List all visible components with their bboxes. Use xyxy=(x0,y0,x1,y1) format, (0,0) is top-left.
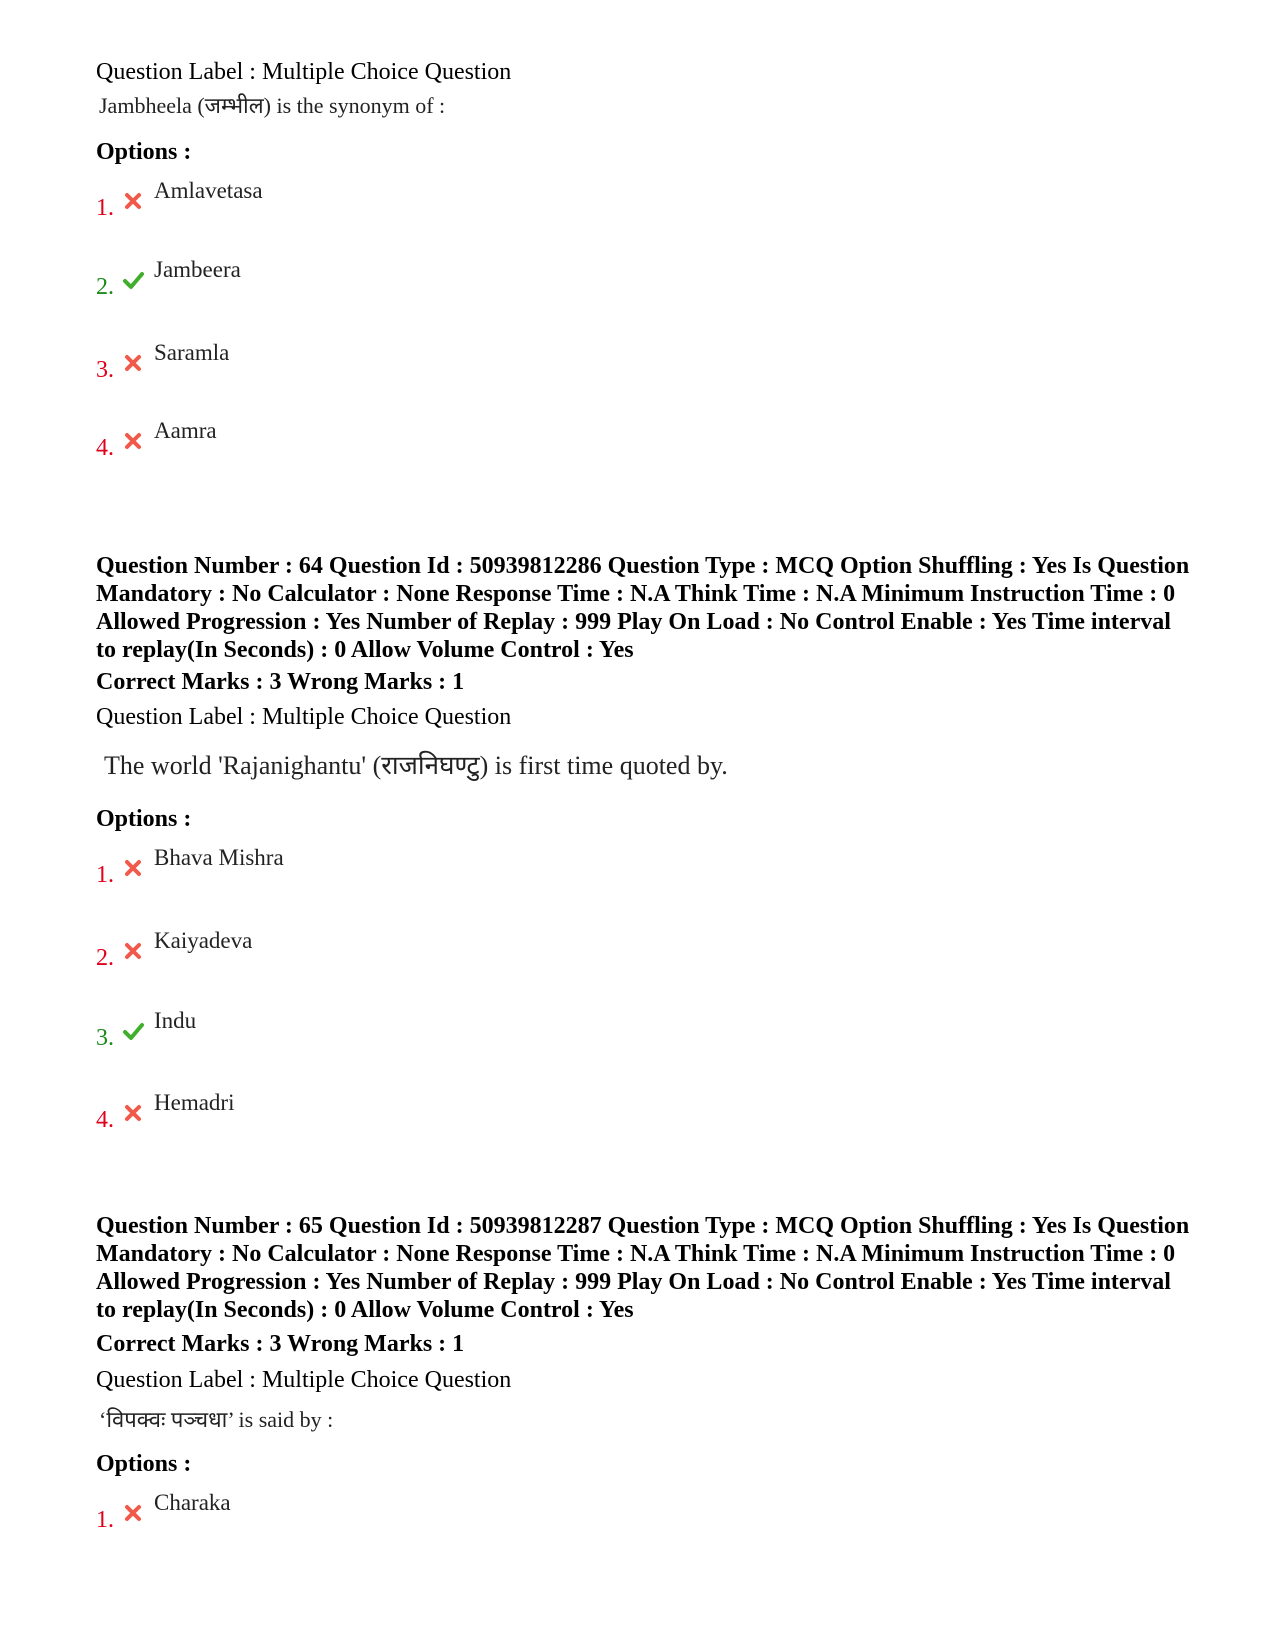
question-marks: Correct Marks : 3 Wrong Marks : 1 xyxy=(96,1331,465,1357)
option-text: Hemadri xyxy=(154,1090,235,1115)
option-number: 1. xyxy=(96,862,114,888)
option-number: 4. xyxy=(96,435,114,461)
option-4 xyxy=(96,1090,696,1133)
cross-icon xyxy=(122,1502,144,1524)
option-1 xyxy=(96,1490,696,1533)
option-1 xyxy=(96,178,696,221)
question-label: Question Label : Multiple Choice Question xyxy=(96,1367,512,1393)
question-label: Question Label : Multiple Choice Question xyxy=(96,704,512,730)
option-1 xyxy=(96,845,696,888)
question-text: The world 'Rajanighantu' (राजनिघण्टु) is first time quoted by. xyxy=(104,751,728,780)
option-3 xyxy=(96,1008,696,1051)
cross-icon xyxy=(122,190,144,212)
cross-icon xyxy=(122,857,144,879)
option-number: 2. xyxy=(96,945,114,971)
option-number: 4. xyxy=(96,1107,114,1133)
question-text: ‘विपक्वः पञ्चधा’ is said by : xyxy=(99,1407,334,1432)
option-text: Jambeera xyxy=(154,257,241,282)
cross-icon xyxy=(122,430,144,452)
options-heading: Options : xyxy=(96,139,192,165)
option-number: 1. xyxy=(96,1507,114,1533)
option-2 xyxy=(96,928,696,971)
options-heading: Options : xyxy=(96,1451,192,1477)
option-number: 3. xyxy=(96,357,114,383)
check-icon xyxy=(122,1020,144,1042)
question-text: Jambheela (जम्भील) is the synonym of : xyxy=(99,93,446,118)
option-text: Kaiyadeva xyxy=(154,928,253,953)
option-text: Amlavetasa xyxy=(154,178,263,203)
option-number: 3. xyxy=(96,1025,114,1051)
question-label: Question Label : Multiple Choice Question xyxy=(96,59,512,85)
question-meta: Question Number : 65 Question Id : 50939812287 Question Type : MCQ Option Shuffling : Yes Is Question Mandatory : No Calculator : None Response Time : N.A Think Time : N.A Minimum Instruction Time : 0 Allowed Progression : Yes Number of Replay : 999 Play On Load : No Control Enable : Yes Time interval to replay(In Seconds) : 0 Allow Volume Control : Yes xyxy=(96,1213,1190,1323)
option-text: Bhava Mishra xyxy=(154,845,284,870)
option-number: 1. xyxy=(96,195,114,221)
check-icon xyxy=(122,269,144,291)
option-3 xyxy=(96,340,696,383)
option-text: Charaka xyxy=(154,1490,231,1515)
option-text: Aamra xyxy=(154,418,217,443)
question-meta: Question Number : 64 Question Id : 50939812286 Question Type : MCQ Option Shuffling : Yes Is Question Mandatory : No Calculator : None Response Time : N.A Think Time : N.A Minimum Instruction Time : 0 Allowed Progression : Yes Number of Replay : 999 Play On Load : No Control Enable : Yes Time interval to replay(In Seconds) : 0 Allow Volume Control : Yes xyxy=(96,553,1190,663)
option-number: 2. xyxy=(96,274,114,300)
question-marks: Correct Marks : 3 Wrong Marks : 1 xyxy=(96,669,465,695)
options-heading: Options : xyxy=(96,806,192,832)
option-text: Saramla xyxy=(154,340,230,365)
cross-icon xyxy=(122,352,144,374)
option-4 xyxy=(96,418,696,461)
option-text: Indu xyxy=(154,1008,197,1033)
cross-icon xyxy=(122,940,144,962)
cross-icon xyxy=(122,1102,144,1124)
option-2 xyxy=(96,257,696,300)
